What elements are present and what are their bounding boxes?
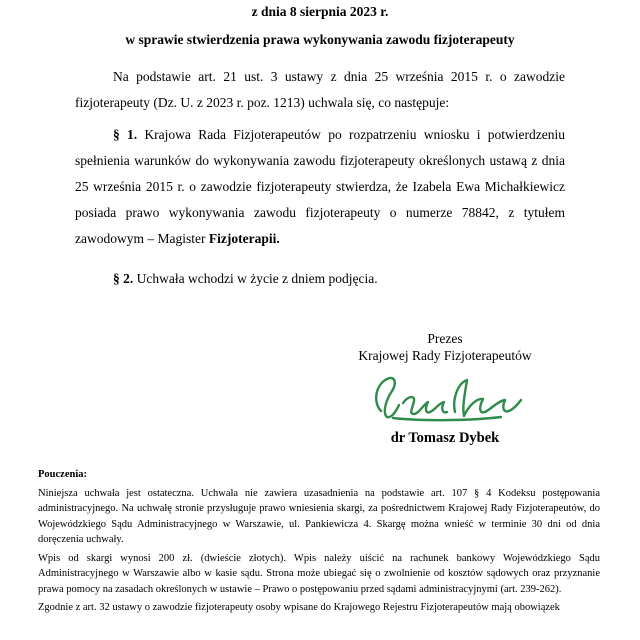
- document-body: [75, 64, 565, 292]
- signature-image: [359, 369, 531, 425]
- signer-block: [315, 330, 575, 447]
- paragraph-1-text: Krajowa Rada Fizjoterapeutów po rozpatrzeniu wniosku i potwierdzeniu spełnienia warunków do wykonywania zawodu fizjoterapeuty określonych ustawą z dnia 25 września 2015 r. o zawodzie fizjoterapeuty stwierdza, że Izabela Ewa Michałkiewicz posiada prawo wykonywania zawodu fizjoterapeuty o numerze 78842, z tytułem zawodowym – Magister: [75, 127, 565, 246]
- paragraph-1-label: § 1.: [113, 127, 138, 142]
- subject-line: w sprawie stwierdzenia prawa wykonywania zawodu fizjoterapeuty: [125, 32, 515, 47]
- signer-org: Krajowej Rady Fizjoterapeutów: [358, 348, 532, 363]
- note-paragraph-2: Wpis od skargi wynosi 200 zł. (dwieście złotych). Wpis należy uiścić na rachunek bankowy Wojewódzkiego Sądu Administracyjnego w Warszawie albo w kasie sądu. Strona może ubiegać się o zwolnienie od kosztów sądowych oraz przyznanie prawa pomocy na zasadach określonych w ustawie – Prawo o postępowaniu przed sądami administracyjnymi (art. 239-262).: [38, 552, 600, 595]
- signer-name: dr Tomasz Dybek: [390, 430, 500, 446]
- note-paragraph-3: Zgodnie z art. 32 ustawy o zawodzie fizjoterapeuty osoby wpisane do Krajowego Rejestru Fizjoterapeutów mają obowiązek: [38, 602, 560, 613]
- paragraph-2: [75, 266, 565, 292]
- preamble-paragraph: [75, 64, 565, 116]
- notes-heading: Pouczenia:: [38, 469, 87, 480]
- paragraph-1-bold-tail: Fizjoterapii.: [208, 231, 280, 246]
- note-paragraph-1: Niniejsza uchwała jest ostateczna. Uchwała nie zawiera uzasadnienia na podstawie art. 107 § 4 Kodeksu postępowania administracyjnego. Na uchwałę stronie przysługuje prawo wniesienia skargi, za pośrednictwem Krajowej Rady Fizjoterapeutów, do Wojewódzkiego Sądu Administracyjnego w Warszawie, ul. Pankiewicza 4. Skargę można wnieść w terminie 30 dni od dnia doręczenia uchwały.: [38, 487, 600, 545]
- paragraph-2-label: § 2.: [113, 271, 134, 286]
- paragraph-1: [75, 122, 565, 252]
- signature-area: [315, 368, 575, 426]
- date-line: z dnia 8 sierpnia 2023 r.: [251, 4, 389, 19]
- signer-title: Prezes: [427, 331, 463, 346]
- notes-section: [38, 467, 600, 616]
- paragraph-2-text: Uchwała wchodzi w życie z dniem podjęcia.: [136, 271, 378, 286]
- preamble-text: Na podstawie art. 21 ust. 3 ustawy z dnia 25 września 2015 r. o zawodzie fizjoterapeuty (Dz. U. z 2023 r. poz. 1213) uchwala się, co następuje:: [75, 69, 565, 110]
